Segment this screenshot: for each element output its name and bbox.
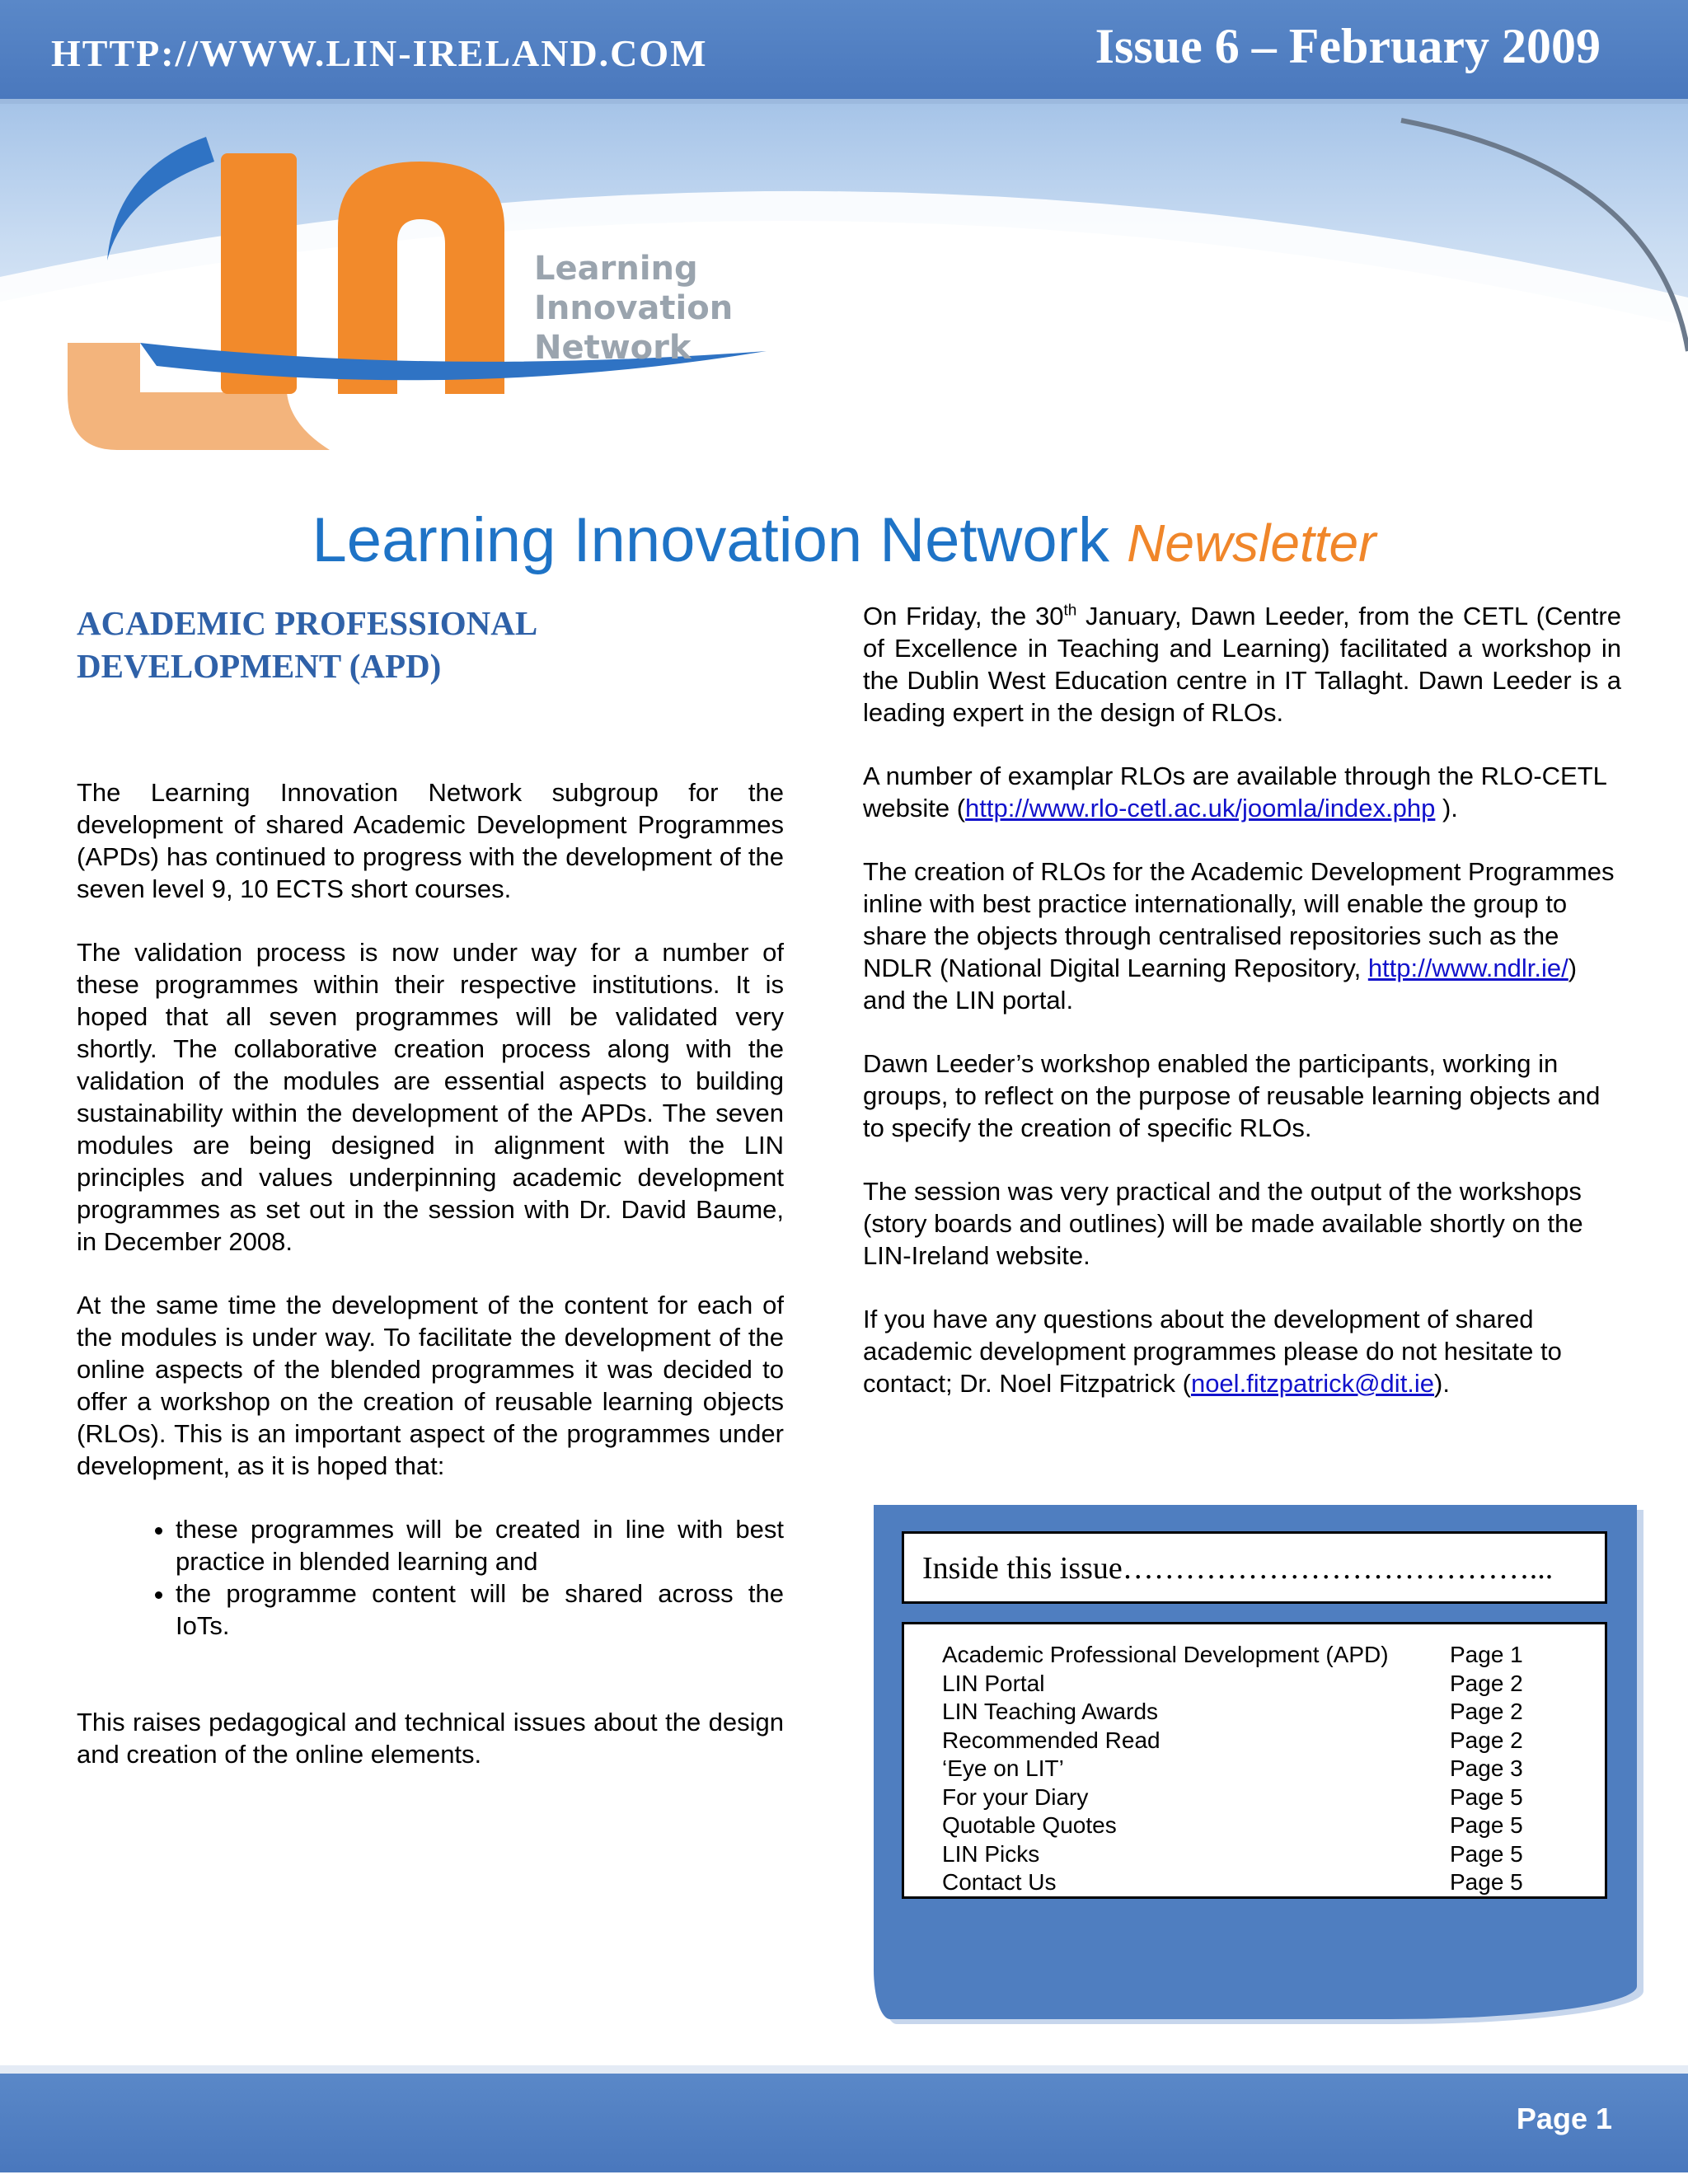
list-item[interactable]: Academic Professional Development (APD) Page 1 [942, 1642, 1523, 1667]
list-item[interactable]: Quotable Quotes Page 5 [942, 1812, 1523, 1838]
list-item[interactable]: LIN Portal Page 2 [942, 1670, 1523, 1696]
contact-paragraph: If you have any questions about the development of shared academic development programmes please do not hesitate to contact; Dr. Noel Fitzpatrick (noel.fitzpatrick@dit.ie). [863, 1305, 1562, 1398]
logo-text-learning: Learning [534, 250, 698, 288]
bullet-item: • the programme content will be shared across the IoTs. [176, 1577, 784, 1642]
list-item[interactable]: Recommended Read Page 2 [942, 1727, 1523, 1753]
apd-paragraph-1: The Learning Innovation Network subgroup for the development of shared Academic Development Programmes (APDs) has continued to progress with the development of the seven level 9, 10 ECTS short courses. [77, 778, 784, 903]
issue-label: Issue 6 – February 2009 [1095, 19, 1601, 73]
header-bar [0, 0, 1688, 104]
workshop-paragraph-2: A number of examplar RLOs are available through the RLO-CETL website (http://www.rlo-cetl.ac.uk/joomla/index.php ). [863, 762, 1606, 823]
ndlr-link[interactable]: http://www.ndlr.ie/ [1367, 954, 1568, 982]
logo-text-network: Network [534, 329, 692, 367]
list-item[interactable]: LIN Teaching Awards Page 2 [942, 1699, 1523, 1724]
inside-issue-list [902, 1622, 1607, 1899]
list-item[interactable]: Contact Us Page 5 [942, 1869, 1523, 1895]
left-column [77, 602, 784, 1770]
bullet-item: • these programmes will be created in line with best practice in blended learning and [176, 1513, 784, 1577]
workshop-paragraph-4: Dawn Leeder’s workshop enabled the participants, working in groups, to reflect on the purpose of reusable learning objects and to specify the creation of specific RLOs. [863, 1049, 1601, 1142]
newsletter-title [0, 504, 1688, 576]
rlo-cetl-link[interactable]: http://www.rlo-cetl.ac.uk/joomla/index.php [965, 794, 1436, 823]
inside-issue-box [874, 1505, 1637, 2019]
website-url[interactable]: HTTP://WWW.LIN-IRELAND.COM [51, 32, 708, 74]
workshop-paragraph-5: The session was very practical and the output of the workshops (story boards and outlines) will be made available shortly on the LIN-Ireland website. [863, 1177, 1583, 1270]
apd-closing-paragraph: This raises pedagogical and technical issues about the design and creation of the online elements. [77, 1708, 784, 1769]
email-link[interactable]: noel.fitzpatrick@dit.ie [1190, 1369, 1435, 1398]
footer-bar [0, 2065, 1688, 2169]
right-column [863, 600, 1621, 1399]
inside-issue-heading: Inside this issue…………………………………... [902, 1531, 1607, 1604]
apd-paragraph-2: The validation process is now under way for a number of these programmes within their respective institutions. It is hoped that all seven programmes will be validated very shortly. The collaborative creation process along with the validation of the modules are essential aspects to building sustainability within the development of the APDs. The seven modules are being designed in alignment with the LIN principles and values underpinning academic development programmes as set out in the session with Dr. David Baume, in December 2008. [77, 938, 784, 1256]
apd-paragraph-3: At the same time the development of the content for each of the modules is under way. To facilitate the development of the online aspects of the blended programmes it was decided to offer a workshop on the creation of reusable learning objects (RLOs). This is an important aspect of the programmes under development, as it is hoped that: [77, 1291, 784, 1480]
workshop-paragraph-3: The creation of RLOs for the Academic Development Programmes inline with best practice internationally, will enable the group to share the objects through centralised repositories such as the NDLR (National Digital Learning Repository, http://www.ndlr.ie/) and the LIN portal. [863, 857, 1615, 1015]
list-item[interactable]: For your Diary Page 5 [942, 1783, 1523, 1810]
lin-logo-graphic [0, 104, 1688, 499]
title-main: Learning Innovation Network [312, 505, 1110, 575]
workshop-paragraph-1: On Friday, the 30th January, Dawn Leeder, from the CETL (Centre of Excellence in Teaching and Learning) facilitated a workshop in the Dublin West Education centre in IT Tallaght. Dawn Leeder is a leading expert in the design of RLOs. [863, 602, 1621, 727]
masthead-banner [0, 104, 1688, 499]
title-accent: Newsletter [1127, 513, 1376, 573]
apd-heading: ACADEMIC PROFESSIONAL DEVELOPMENT (APD) [77, 604, 536, 685]
apd-bullet-list [77, 1513, 784, 1642]
list-item[interactable]: LIN Picks Page 5 [942, 1840, 1523, 1867]
list-item[interactable]: ‘Eye on LIT’ Page 3 [942, 1755, 1523, 1781]
logo-text-innovation: Innovation [534, 289, 734, 327]
page-number: Page 1 [1516, 2102, 1612, 2135]
footer-rule [0, 2168, 1688, 2172]
